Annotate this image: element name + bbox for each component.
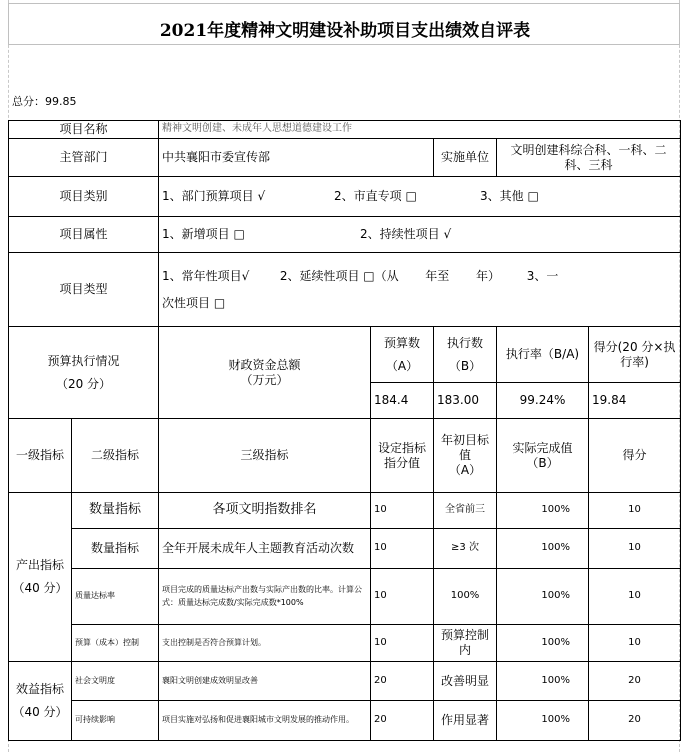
project-name-label: 项目名称 — [9, 121, 159, 139]
row-level2: 社会文明度 — [72, 662, 159, 701]
budget-value: 184.4 — [371, 383, 434, 419]
level1-header: 一级指标 — [9, 419, 72, 493]
score-header: 得分(20 分×执行率) — [589, 327, 681, 383]
row-level2: 预算（成本）控制 — [72, 625, 159, 662]
row-level3: 项目完成的质量达标产出数与实际产出数的比率。计算公式：质量达标完成数/实际完成数*100% — [159, 569, 371, 625]
budget-header-sub: （A） — [385, 358, 419, 373]
output-group — [9, 493, 72, 662]
output-group-label: 产出指标 — [15, 558, 64, 572]
rate-header: 执行率（B/A) — [497, 327, 589, 383]
row-weight: 20 — [371, 701, 434, 741]
dept-label: 主管部门 — [9, 139, 159, 177]
indicator-header-row — [9, 419, 681, 493]
type-options — [159, 253, 681, 327]
row-target: 全省前三 — [434, 493, 497, 529]
project-name-row — [9, 121, 681, 139]
target-header-title: 年初目标值 — [441, 433, 490, 462]
impl-value: 文明创建科综合科、一科、二科、三科 — [497, 139, 681, 177]
table-row — [9, 701, 681, 741]
attr-label: 项目属性 — [9, 217, 159, 253]
category-option-3: 3、其他 □ — [480, 189, 539, 203]
level3-header: 三级指标 — [159, 419, 371, 493]
row-target: 改善明显 — [434, 662, 497, 701]
row-weight: 10 — [371, 493, 434, 529]
type-line-2: 次性项目 □ — [162, 295, 226, 310]
table-row — [9, 529, 681, 569]
category-label: 项目类别 — [9, 177, 159, 217]
type-row — [9, 253, 681, 327]
row-score: 10 — [589, 493, 681, 529]
row-weight: 10 — [371, 625, 434, 662]
row-level2: 数量指标 — [72, 493, 159, 529]
exec-header-sub: （B） — [448, 358, 482, 373]
category-options — [159, 177, 681, 217]
row-target: ≥3 次 — [434, 529, 497, 569]
attr-options — [159, 217, 681, 253]
budget-label — [9, 327, 159, 419]
row-level3: 各项文明指数排名 — [159, 493, 371, 529]
row-level3: 襄阳文明创建成效明显改善 — [159, 662, 371, 701]
dept-row — [9, 139, 681, 177]
row-level3: 支出控制是否符合预算计划。 — [159, 625, 371, 662]
row-level3: 全年开展未成年人主题教育活动次数 — [159, 529, 371, 569]
row-weight: 20 — [371, 662, 434, 701]
benefit-group-sub: （40 分） — [12, 705, 68, 719]
score-value: 19.84 — [589, 383, 681, 419]
attr-option-2: 2、持续性项目 √ — [360, 227, 452, 241]
table-row — [9, 625, 681, 662]
table-row — [9, 662, 681, 701]
budget-header — [371, 327, 434, 383]
target-header — [434, 419, 497, 493]
target-header-sub: （A） — [448, 463, 482, 477]
row-weight: 10 — [371, 529, 434, 569]
row-score: 20 — [589, 701, 681, 741]
weight-header: 设定指标指分值 — [371, 419, 434, 493]
category-option-1: 1、部门预算项目 √ — [162, 189, 266, 203]
row-weight: 10 — [371, 569, 434, 625]
benefit-group-label: 效益指标 — [15, 682, 64, 696]
category-option-2: 2、市直专项 □ — [334, 189, 417, 203]
attr-row — [9, 217, 681, 253]
type-line-1: 1、常年性项目√ 2、延续性项目 □（从 年至 年） 3、一 — [162, 269, 559, 284]
budget-header-row — [9, 327, 681, 383]
row-target: 100% — [434, 569, 497, 625]
total-funds-line1: 财政资金总额 — [228, 357, 301, 372]
row-score: 10 — [589, 569, 681, 625]
row-level2: 可持续影响 — [72, 701, 159, 741]
actual-header — [497, 419, 589, 493]
exec-value: 183.00 — [434, 383, 497, 419]
attr-option-1: 1、新增项目 □ — [162, 227, 245, 241]
row-actual: 100% — [497, 662, 589, 701]
dept-value: 中共襄阳市委宣传部 — [159, 139, 434, 177]
row-actual: 100% — [497, 529, 589, 569]
indicator-score-header: 得分 — [589, 419, 681, 493]
evaluation-table — [8, 120, 681, 741]
type-label: 项目类型 — [9, 253, 159, 327]
benefit-group — [9, 662, 72, 741]
level2-header: 二级指标 — [72, 419, 159, 493]
table-row — [9, 493, 681, 529]
row-level3: 项目实施对弘扬和促进襄阳城市文明发展的推动作用。 — [159, 701, 371, 741]
title-row — [8, 3, 680, 45]
project-name-value: 精神文明创建、未成年人思想道德建设工作 — [159, 121, 681, 139]
row-score: 20 — [589, 662, 681, 701]
row-actual: 100% — [497, 493, 589, 529]
page-title: 2021年度精神文明建设补助项目支出绩效自评表 — [159, 21, 531, 41]
budget-label-line2: （20 分） — [55, 376, 112, 391]
row-actual: 100% — [497, 701, 589, 741]
total-score: 总分：99.85 — [12, 95, 77, 108]
budget-label-line1: 预算执行情况 — [47, 353, 120, 368]
actual-header-title: 实际完成值 — [512, 440, 573, 455]
output-group-sub: （40 分） — [12, 581, 68, 595]
row-level2: 数量指标 — [72, 529, 159, 569]
row-target: 作用显著 — [434, 701, 497, 741]
row-score: 10 — [589, 529, 681, 569]
total-funds — [159, 327, 371, 419]
exec-header-title: 执行数 — [447, 335, 484, 350]
exec-header — [434, 327, 497, 383]
row-level2: 质量达标率 — [72, 569, 159, 625]
budget-header-title: 预算数 — [384, 335, 421, 350]
category-row — [9, 177, 681, 217]
impl-label: 实施单位 — [434, 139, 497, 177]
total-funds-line2: （万元） — [240, 372, 289, 387]
rate-value: 99.24% — [497, 383, 589, 419]
row-target: 预算控制内 — [434, 625, 497, 662]
actual-header-sub: （B） — [526, 455, 559, 470]
row-actual: 100% — [497, 569, 589, 625]
row-actual: 100% — [497, 625, 589, 662]
table-row — [9, 569, 681, 625]
row-score: 10 — [589, 625, 681, 662]
